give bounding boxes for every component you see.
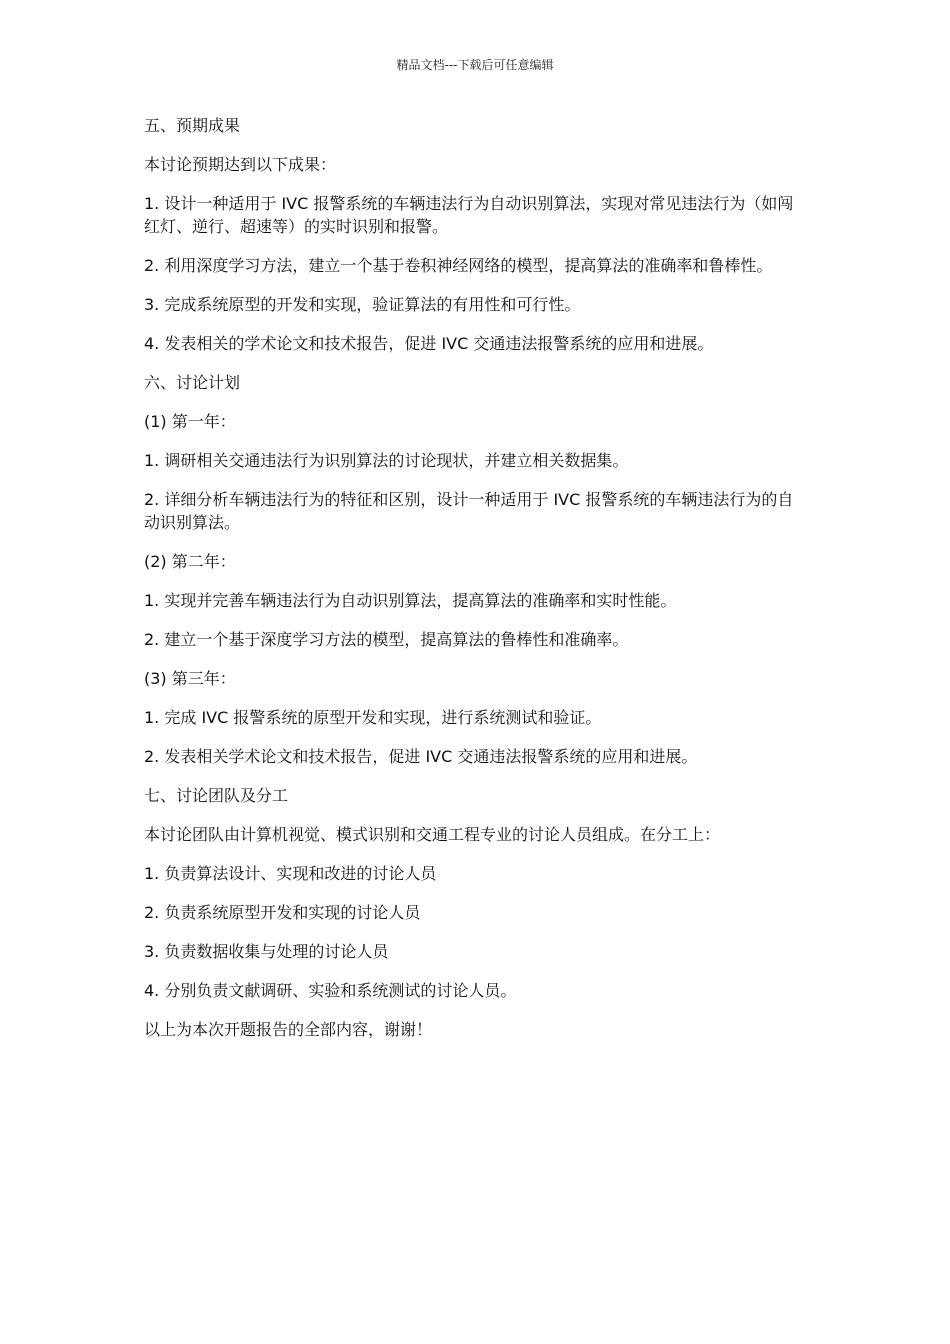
- plan-year-1-item-1: 1. 调研相关交通违法行为识别算法的讨论现状，并建立相关数据集。: [144, 451, 629, 470]
- team-role-item-4: 4. 分别负责文献调研、实验和系统测试的讨论人员。: [144, 981, 517, 1000]
- page-header: 精品文档---下载后可任意编辑: [396, 58, 554, 72]
- closing-paragraph: 以上为本次开题报告的全部内容，谢谢！: [144, 1020, 433, 1039]
- team-role-item-2: 2. 负责系统原型开发和实现的讨论人员: [144, 903, 421, 922]
- plan-year-3-item-2: 2. 发表相关学术论文和技术报告，促进 IVC 交通违法报警系统的应用和进展。: [144, 747, 698, 766]
- plan-year-2-heading: (2) 第二年：: [144, 552, 236, 571]
- document-body: [144, 114, 808, 1057]
- list-item-result-2: 2. 利用深度学习方法，建立一个基于卷积神经网络的模型，提高算法的准确率和鲁棒性。: [144, 256, 773, 275]
- team-role-item-1: 1. 负责算法设计、实现和改进的讨论人员: [144, 864, 437, 883]
- paragraph-results-intro: 本讨论预期达到以下成果：: [144, 155, 337, 174]
- list-item-result-3: 3. 完成系统原型的开发和实现，验证算法的有用性和可行性。: [144, 295, 581, 314]
- list-item-result-1: 1. 设计一种适用于 IVC 报警系统的车辆违法行为自动识别算法，实现对常见违法行为（如闯红灯、逆行、超速等）的实时识别和报警。: [144, 194, 794, 236]
- section-heading-plan: 六、讨论计划: [144, 373, 241, 392]
- team-role-item-3: 3. 负责数据收集与处理的讨论人员: [144, 942, 389, 961]
- section-heading-expected-results: 五、预期成果: [144, 116, 241, 135]
- section-heading-team: 七、讨论团队及分工: [144, 786, 289, 805]
- paragraph-team-intro: 本讨论团队由计算机视觉、模式识别和交通工程专业的讨论人员组成。在分工上：: [144, 825, 721, 844]
- plan-year-3-item-1: 1. 完成 IVC 报警系统的原型开发和实现，进行系统测试和验证。: [144, 708, 602, 727]
- plan-year-1-heading: (1) 第一年：: [144, 412, 236, 431]
- plan-year-1-item-2: 2. 详细分析车辆违法行为的特征和区别，设计一种适用于 IVC 报警系统的车辆违法行为的自动识别算法。: [144, 490, 794, 532]
- plan-year-2-item-1: 1. 实现并完善车辆违法行为自动识别算法，提高算法的准确率和实时性能。: [144, 591, 677, 610]
- list-item-result-4: 4. 发表相关的学术论文和技术报告，促进 IVC 交通违法报警系统的应用和进展。: [144, 334, 714, 353]
- plan-year-2-item-2: 2. 建立一个基于深度学习方法的模型，提高算法的鲁棒性和准确率。: [144, 630, 629, 649]
- plan-year-3-heading: (3) 第三年：: [144, 669, 236, 688]
